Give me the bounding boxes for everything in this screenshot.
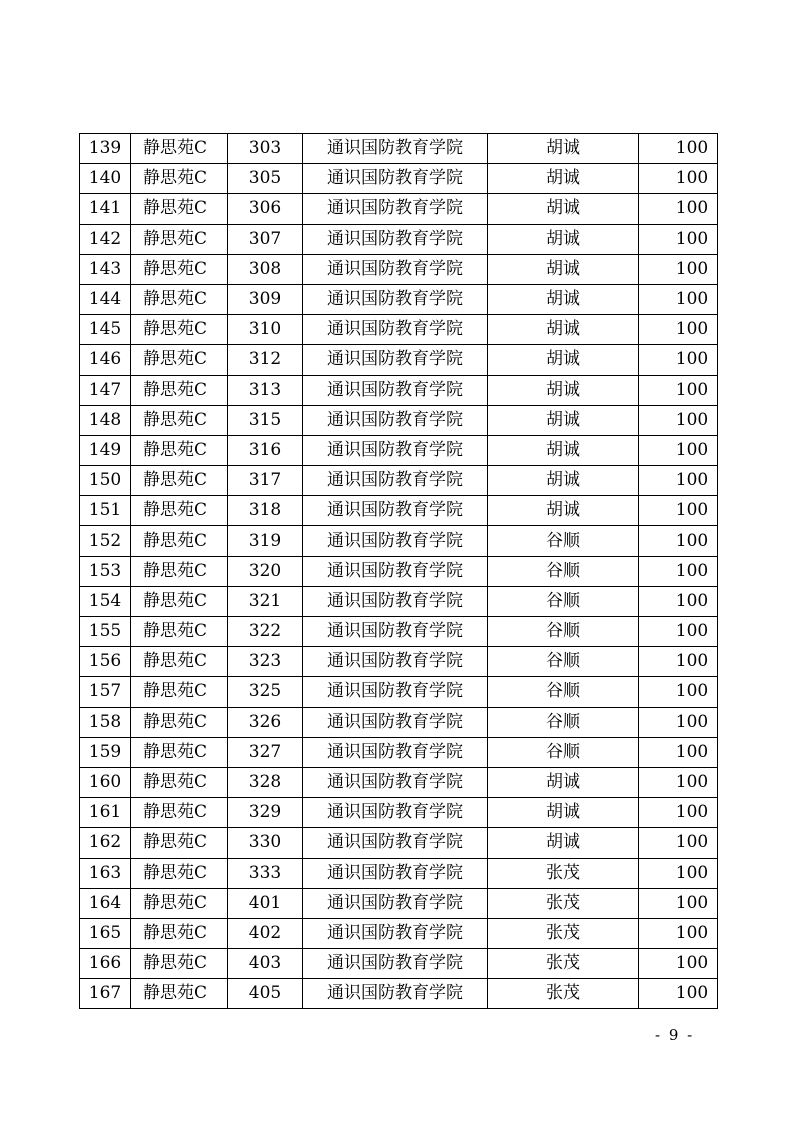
- table-row: [80, 556, 718, 586]
- room-cell: 316: [228, 435, 303, 465]
- room-cell: 303: [228, 134, 303, 164]
- table-row: [80, 677, 718, 707]
- college-cell: 通识国防教育学院: [303, 556, 488, 586]
- room-cell: 312: [228, 345, 303, 375]
- college-cell: 通识国防教育学院: [303, 466, 488, 496]
- row-number-cell: 150: [80, 466, 131, 496]
- college-cell: 通识国防教育学院: [303, 858, 488, 888]
- building-cell: 静思苑C: [131, 798, 228, 828]
- table-row: [80, 315, 718, 345]
- building-cell: 静思苑C: [131, 677, 228, 707]
- staff-cell: 胡诚: [488, 224, 639, 254]
- room-cell: 307: [228, 224, 303, 254]
- table-row: [80, 979, 718, 1009]
- row-number-cell: 158: [80, 707, 131, 737]
- staff-cell: 张茂: [488, 888, 639, 918]
- college-cell: 通识国防教育学院: [303, 828, 488, 858]
- building-cell: 静思苑C: [131, 405, 228, 435]
- staff-cell: 张茂: [488, 858, 639, 888]
- row-number-cell: 148: [80, 405, 131, 435]
- staff-cell: 谷顺: [488, 617, 639, 647]
- score-cell: 100: [639, 677, 718, 707]
- table-row: [80, 375, 718, 405]
- college-cell: 通识国防教育学院: [303, 677, 488, 707]
- score-cell: 100: [639, 284, 718, 314]
- building-cell: 静思苑C: [131, 526, 228, 556]
- building-cell: 静思苑C: [131, 707, 228, 737]
- room-cell: 327: [228, 737, 303, 767]
- staff-cell: 胡诚: [488, 194, 639, 224]
- score-cell: 100: [639, 586, 718, 616]
- score-cell: 100: [639, 254, 718, 284]
- row-number-cell: 167: [80, 979, 131, 1009]
- staff-cell: 胡诚: [488, 798, 639, 828]
- table-row: [80, 737, 718, 767]
- college-cell: 通识国防教育学院: [303, 767, 488, 797]
- college-cell: 通识国防教育学院: [303, 737, 488, 767]
- table-row: [80, 647, 718, 677]
- row-number-cell: 165: [80, 918, 131, 948]
- building-cell: 静思苑C: [131, 949, 228, 979]
- staff-cell: 谷顺: [488, 586, 639, 616]
- building-cell: 静思苑C: [131, 375, 228, 405]
- row-number-cell: 162: [80, 828, 131, 858]
- building-cell: 静思苑C: [131, 284, 228, 314]
- row-number-cell: 147: [80, 375, 131, 405]
- room-cell: 403: [228, 949, 303, 979]
- table-row: [80, 526, 718, 556]
- room-cell: 308: [228, 254, 303, 284]
- building-cell: 静思苑C: [131, 979, 228, 1009]
- score-cell: 100: [639, 556, 718, 586]
- college-cell: 通识国防教育学院: [303, 798, 488, 828]
- row-number-cell: 159: [80, 737, 131, 767]
- staff-cell: 胡诚: [488, 284, 639, 314]
- building-cell: 静思苑C: [131, 254, 228, 284]
- staff-cell: 胡诚: [488, 164, 639, 194]
- room-cell: 317: [228, 466, 303, 496]
- score-cell: 100: [639, 405, 718, 435]
- room-cell: 320: [228, 556, 303, 586]
- college-cell: 通识国防教育学院: [303, 134, 488, 164]
- table-row: [80, 949, 718, 979]
- row-number-cell: 140: [80, 164, 131, 194]
- table-row: [80, 707, 718, 737]
- college-cell: 通识国防教育学院: [303, 586, 488, 616]
- row-number-cell: 143: [80, 254, 131, 284]
- score-cell: 100: [639, 224, 718, 254]
- score-cell: 100: [639, 767, 718, 797]
- room-cell: 405: [228, 979, 303, 1009]
- table-row: [80, 345, 718, 375]
- row-number-cell: 154: [80, 586, 131, 616]
- college-cell: 通识国防教育学院: [303, 164, 488, 194]
- college-cell: 通识国防教育学院: [303, 254, 488, 284]
- table-row: [80, 134, 718, 164]
- college-cell: 通识国防教育学院: [303, 345, 488, 375]
- staff-cell: 胡诚: [488, 496, 639, 526]
- row-number-cell: 163: [80, 858, 131, 888]
- row-number-cell: 152: [80, 526, 131, 556]
- score-cell: 100: [639, 888, 718, 918]
- table-row: [80, 828, 718, 858]
- score-cell: 100: [639, 466, 718, 496]
- staff-cell: 胡诚: [488, 345, 639, 375]
- staff-cell: 胡诚: [488, 254, 639, 284]
- building-cell: 静思苑C: [131, 828, 228, 858]
- table-row: [80, 164, 718, 194]
- staff-cell: 谷顺: [488, 556, 639, 586]
- college-cell: 通识国防教育学院: [303, 375, 488, 405]
- row-number-cell: 151: [80, 496, 131, 526]
- room-cell: 402: [228, 918, 303, 948]
- room-cell: 321: [228, 586, 303, 616]
- room-cell: 319: [228, 526, 303, 556]
- row-number-cell: 161: [80, 798, 131, 828]
- staff-cell: 张茂: [488, 949, 639, 979]
- row-number-cell: 146: [80, 345, 131, 375]
- building-cell: 静思苑C: [131, 918, 228, 948]
- score-cell: 100: [639, 647, 718, 677]
- score-cell: 100: [639, 526, 718, 556]
- college-cell: 通识国防教育学院: [303, 888, 488, 918]
- college-cell: 通识国防教育学院: [303, 315, 488, 345]
- building-cell: 静思苑C: [131, 888, 228, 918]
- staff-cell: 谷顺: [488, 526, 639, 556]
- table-row: [80, 254, 718, 284]
- staff-cell: 胡诚: [488, 767, 639, 797]
- dormitory-score-table: [79, 133, 718, 1009]
- staff-cell: 张茂: [488, 918, 639, 948]
- building-cell: 静思苑C: [131, 466, 228, 496]
- room-cell: 315: [228, 405, 303, 435]
- table-row: [80, 858, 718, 888]
- college-cell: 通识国防教育学院: [303, 435, 488, 465]
- table-row: [80, 435, 718, 465]
- score-cell: 100: [639, 858, 718, 888]
- row-number-cell: 155: [80, 617, 131, 647]
- table-row: [80, 918, 718, 948]
- building-cell: 静思苑C: [131, 315, 228, 345]
- college-cell: 通识国防教育学院: [303, 617, 488, 647]
- row-number-cell: 142: [80, 224, 131, 254]
- row-number-cell: 166: [80, 949, 131, 979]
- row-number-cell: 153: [80, 556, 131, 586]
- page-number: - 9 -: [655, 1026, 695, 1044]
- building-cell: 静思苑C: [131, 586, 228, 616]
- room-cell: 310: [228, 315, 303, 345]
- building-cell: 静思苑C: [131, 858, 228, 888]
- college-cell: 通识国防教育学院: [303, 647, 488, 677]
- score-cell: 100: [639, 134, 718, 164]
- staff-cell: 谷顺: [488, 647, 639, 677]
- room-cell: 328: [228, 767, 303, 797]
- staff-cell: 谷顺: [488, 737, 639, 767]
- room-cell: 318: [228, 496, 303, 526]
- room-cell: 330: [228, 828, 303, 858]
- college-cell: 通识国防教育学院: [303, 194, 488, 224]
- staff-cell: 张茂: [488, 979, 639, 1009]
- staff-cell: 谷顺: [488, 677, 639, 707]
- college-cell: 通识国防教育学院: [303, 405, 488, 435]
- building-cell: 静思苑C: [131, 556, 228, 586]
- college-cell: 通识国防教育学院: [303, 707, 488, 737]
- row-number-cell: 141: [80, 194, 131, 224]
- score-cell: 100: [639, 345, 718, 375]
- table-row: [80, 405, 718, 435]
- table-row: [80, 194, 718, 224]
- staff-cell: 胡诚: [488, 435, 639, 465]
- row-number-cell: 145: [80, 315, 131, 345]
- staff-cell: 胡诚: [488, 466, 639, 496]
- college-cell: 通识国防教育学院: [303, 224, 488, 254]
- room-cell: 305: [228, 164, 303, 194]
- score-cell: 100: [639, 435, 718, 465]
- score-cell: 100: [639, 798, 718, 828]
- room-cell: 309: [228, 284, 303, 314]
- score-cell: 100: [639, 617, 718, 647]
- room-cell: 326: [228, 707, 303, 737]
- table-row: [80, 586, 718, 616]
- building-cell: 静思苑C: [131, 435, 228, 465]
- room-cell: 401: [228, 888, 303, 918]
- row-number-cell: 139: [80, 134, 131, 164]
- row-number-cell: 149: [80, 435, 131, 465]
- college-cell: 通识国防教育学院: [303, 284, 488, 314]
- college-cell: 通识国防教育学院: [303, 979, 488, 1009]
- row-number-cell: 144: [80, 284, 131, 314]
- building-cell: 静思苑C: [131, 134, 228, 164]
- staff-cell: 胡诚: [488, 315, 639, 345]
- table-row: [80, 888, 718, 918]
- room-cell: 313: [228, 375, 303, 405]
- staff-cell: 谷顺: [488, 707, 639, 737]
- table-row: [80, 617, 718, 647]
- building-cell: 静思苑C: [131, 345, 228, 375]
- score-cell: 100: [639, 828, 718, 858]
- room-cell: 325: [228, 677, 303, 707]
- building-cell: 静思苑C: [131, 617, 228, 647]
- score-cell: 100: [639, 315, 718, 345]
- table-row: [80, 284, 718, 314]
- room-cell: 333: [228, 858, 303, 888]
- score-cell: 100: [639, 707, 718, 737]
- building-cell: 静思苑C: [131, 164, 228, 194]
- table-row: [80, 224, 718, 254]
- table-row: [80, 798, 718, 828]
- staff-cell: 胡诚: [488, 134, 639, 164]
- row-number-cell: 156: [80, 647, 131, 677]
- row-number-cell: 164: [80, 888, 131, 918]
- score-cell: 100: [639, 164, 718, 194]
- table-row: [80, 767, 718, 797]
- staff-cell: 胡诚: [488, 405, 639, 435]
- building-cell: 静思苑C: [131, 194, 228, 224]
- score-cell: 100: [639, 918, 718, 948]
- college-cell: 通识国防教育学院: [303, 496, 488, 526]
- room-cell: 306: [228, 194, 303, 224]
- staff-cell: 胡诚: [488, 375, 639, 405]
- row-number-cell: 157: [80, 677, 131, 707]
- college-cell: 通识国防教育学院: [303, 526, 488, 556]
- room-cell: 322: [228, 617, 303, 647]
- building-cell: 静思苑C: [131, 496, 228, 526]
- room-cell: 323: [228, 647, 303, 677]
- building-cell: 静思苑C: [131, 737, 228, 767]
- building-cell: 静思苑C: [131, 767, 228, 797]
- building-cell: 静思苑C: [131, 224, 228, 254]
- score-cell: 100: [639, 194, 718, 224]
- table-body: [80, 134, 718, 1009]
- college-cell: 通识国防教育学院: [303, 949, 488, 979]
- table-row: [80, 466, 718, 496]
- score-cell: 100: [639, 979, 718, 1009]
- staff-cell: 胡诚: [488, 828, 639, 858]
- score-cell: 100: [639, 496, 718, 526]
- table-row: [80, 496, 718, 526]
- row-number-cell: 160: [80, 767, 131, 797]
- building-cell: 静思苑C: [131, 647, 228, 677]
- score-cell: 100: [639, 375, 718, 405]
- score-cell: 100: [639, 949, 718, 979]
- room-cell: 329: [228, 798, 303, 828]
- score-cell: 100: [639, 737, 718, 767]
- college-cell: 通识国防教育学院: [303, 918, 488, 948]
